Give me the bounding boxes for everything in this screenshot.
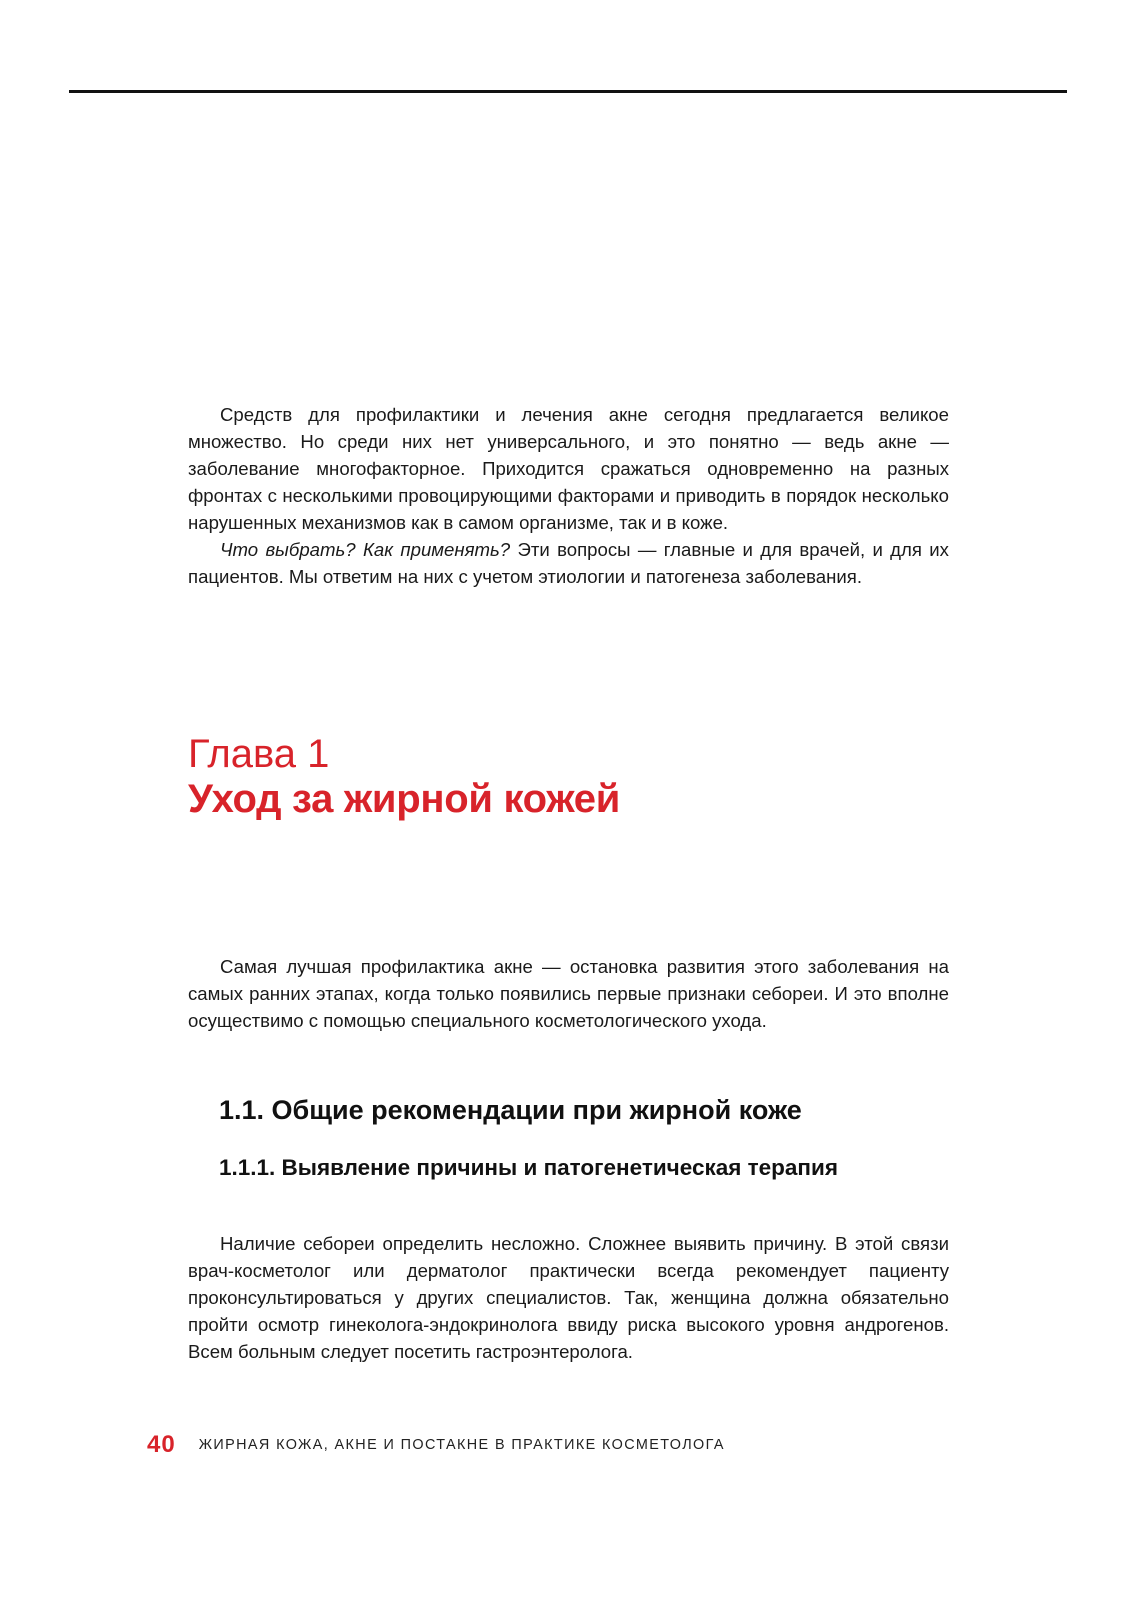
- chapter-intro-paragraph: Самая лучшая профилактика акне — остановка развития этого заболевания на самых ранних этапах, когда только появились первые признаки себореи. И это вполне осуществимо с помощью специального косметологического ухода.: [188, 956, 949, 1031]
- chapter-title: Уход за жирной кожей: [188, 777, 621, 821]
- subsection-text: [188, 1230, 949, 1365]
- header-rule: [69, 90, 1067, 93]
- page-footer: [147, 1430, 1047, 1460]
- intro-paragraph-2: [188, 536, 949, 590]
- subsection-heading: 1.1.1. Выявление причины и патогенетическая терапия: [219, 1155, 838, 1180]
- chapter-label: Глава 1: [188, 732, 330, 776]
- chapter-intro-text: [188, 953, 949, 1034]
- subsection-paragraph: Наличие себореи определить несложно. Сложнее выявить причину. В этой связи врач-косметолог или дерматолог практически всегда рекомендует пациенту проконсультироваться у других специалистов. Так, женщина должна обязательно пройти осмотр гинеколога-эндокринолога ввиду риска высокого уровня андрогенов. Всем больным следует посетить гастроэнтеролога.: [188, 1233, 949, 1362]
- page-number: 40: [147, 1431, 176, 1458]
- intro-paragraph-1: Средств для профилактики и лечения акне сегодня предлагается великое множество. Но среди них нет универсального, и это понятно — ведь акне — заболевание многофакторное. Приходится сражаться одновременно на разных фронтах с несколькими провоцирующими факторами и приводить в порядок несколько нарушенных механизмов как в самом организме, так и в коже.: [188, 404, 949, 533]
- intro-paragraph-2-rest: Эти вопросы — главные и для врачей, и для их пациентов. Мы ответим на них с учетом этиологии и патогенеза заболевания.: [188, 539, 949, 587]
- running-title: ЖИРНАЯ КОЖА, АКНЕ И ПОСТАКНЕ В ПРАКТИКЕ КОСМЕТОЛОГА: [198, 1437, 725, 1453]
- intro-text: [188, 401, 949, 590]
- section-heading: 1.1. Общие рекомендации при жирной коже: [219, 1095, 802, 1125]
- chapter-heading: [188, 732, 988, 822]
- intro-questions: Что выбрать? Как применять?: [220, 539, 511, 560]
